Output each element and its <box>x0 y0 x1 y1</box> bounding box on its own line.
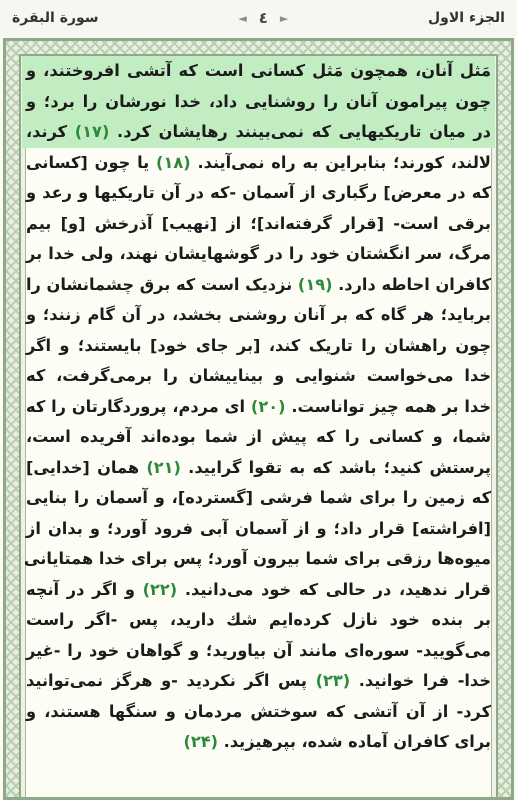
text-segment: لالند، کورند؛ بنابراین به راه نمی‌آیند. <box>190 152 491 172</box>
text-segment: که زمین را برای شما فرشی [گسترده]، و آسمان را بنایی <box>26 488 491 507</box>
text-segment: خدا بر همه چیز تواناست. <box>285 396 491 416</box>
text-segment: کرد- از آن آتشی که سوختش مردمان و سنگها هستند، و <box>26 701 491 721</box>
ayah-number: (۱۷) <box>74 122 110 141</box>
highlighted-text-line[interactable] <box>22 56 495 87</box>
text-segment: در میان تاریکیهایی که نمی‌بینند رهایشان کرد. <box>109 122 491 141</box>
text-segment: پس اگر نکردید -و هرگز نمی‌توانید <box>26 671 316 690</box>
text-segment: [افراشته] قرار داد؛ و از آسمان آبی فرود آورد؛ و بدان از <box>26 518 491 538</box>
text-line[interactable] <box>22 605 495 636</box>
page-navigator <box>238 9 288 27</box>
text-segment: شما، و کسانی را که پیش از شما بوده‌اند آفریده است، <box>26 427 491 446</box>
text-line[interactable] <box>22 209 495 240</box>
ayah-number: (۲۳) <box>315 671 351 690</box>
translation-text[interactable] <box>22 56 495 758</box>
next-page-arrow-icon[interactable]: ► <box>279 11 289 25</box>
ayah-number: (۲۱) <box>146 457 181 477</box>
ayah-number: (۲۰) <box>250 396 286 416</box>
text-segment: خدا- فرا خوانید. <box>350 671 491 690</box>
text-segment: پرستش کنید؛ باشد که به تقوا گرایید. <box>180 457 491 477</box>
text-line[interactable] <box>22 727 495 758</box>
text-line[interactable] <box>22 666 495 697</box>
text-line[interactable] <box>22 392 495 423</box>
page-number: ٤ <box>258 9 268 27</box>
text-line[interactable] <box>22 453 495 484</box>
text-line[interactable] <box>22 422 495 453</box>
ayah-number: (۲۲) <box>142 579 178 599</box>
text-segment: برباید؛ هر گاه که بر آنان روشنی بخشد، در آن گام زنند؛ و <box>26 305 491 324</box>
text-line[interactable] <box>22 544 495 575</box>
text-line[interactable] <box>22 148 495 179</box>
text-segment: کافران احاطه دارد. <box>332 274 491 294</box>
highlighted-text-line[interactable] <box>22 87 495 118</box>
surah-name: سورة البقرة <box>12 10 99 26</box>
text-segment: همان [خدایی] <box>26 457 147 477</box>
ayah-number: (۱۹) <box>297 274 333 294</box>
page-header <box>0 0 517 36</box>
text-line[interactable] <box>22 575 495 606</box>
text-segment: چون پیرامون آنان را روشنایی داد، خدا نورشان را برد؛ و <box>26 91 491 111</box>
text-segment: مرگ، سر انگشتان خود را در گوشهایشان نهند، ولی خدا بر <box>26 244 491 263</box>
text-line[interactable] <box>22 361 495 392</box>
text-line[interactable] <box>22 483 495 514</box>
text-segment: که در معرض] رگباری از آسمان -که در آن تاریکیها و رعد و <box>26 183 491 202</box>
text-segment: چون راهشان را تاریک کند، [بر جای خود] بایستند؛ و اگر <box>26 335 491 355</box>
text-segment: بر بنده خود نازل کرده‌ایم شك دارید، پس -اگر راست <box>26 610 491 629</box>
text-segment: خدا می‌خواست شنوایی و بیناییشان را برمی‌گرفت، که <box>26 366 491 385</box>
text-line[interactable] <box>22 697 495 728</box>
text-segment: نزدیک است که برق چشمانشان را <box>26 274 298 294</box>
text-segment: برای کافران آماده شده، بپرهیزید. <box>218 732 491 751</box>
text-segment: مَثل آنان، همچون مَثل کسانی است که آتشی افروختند، و <box>26 61 491 80</box>
text-segment: میوه‌ها رزقی برای شما بیرون آورد؛ پس برای خدا همتایانی <box>23 549 491 568</box>
text-segment: برقی است- [قرار گرفته‌اند]؛ از [نهیب] آذرخش [و] بیم <box>26 213 491 233</box>
text-segment: می‌گویید- سوره‌ای مانند آن بیاورید؛ و گواهان خود را -غیر <box>26 640 491 660</box>
text-line[interactable] <box>22 331 495 362</box>
text-line[interactable] <box>22 239 495 270</box>
text-line[interactable] <box>22 178 495 209</box>
text-line[interactable] <box>22 514 495 545</box>
text-segment: کرند، <box>26 122 75 141</box>
ayah-number: (۱۸) <box>156 152 191 172</box>
text-line[interactable] <box>22 300 495 331</box>
juz-name: الجزء الاول <box>428 10 505 26</box>
text-line[interactable] <box>22 270 495 301</box>
text-segment: قرار ندهید، در حالی که خود می‌دانید. <box>177 579 491 599</box>
highlighted-text-line[interactable] <box>22 117 495 148</box>
ayah-number: (۲۴) <box>183 732 219 751</box>
text-line[interactable] <box>22 636 495 667</box>
prev-page-arrow-icon[interactable]: ◄ <box>238 11 247 25</box>
text-segment: یا چون [کسانی <box>26 152 157 172</box>
text-segment: ای مردم، پروردگارتان را که <box>26 396 251 416</box>
text-segment: و اگر در آنچه <box>26 579 143 599</box>
